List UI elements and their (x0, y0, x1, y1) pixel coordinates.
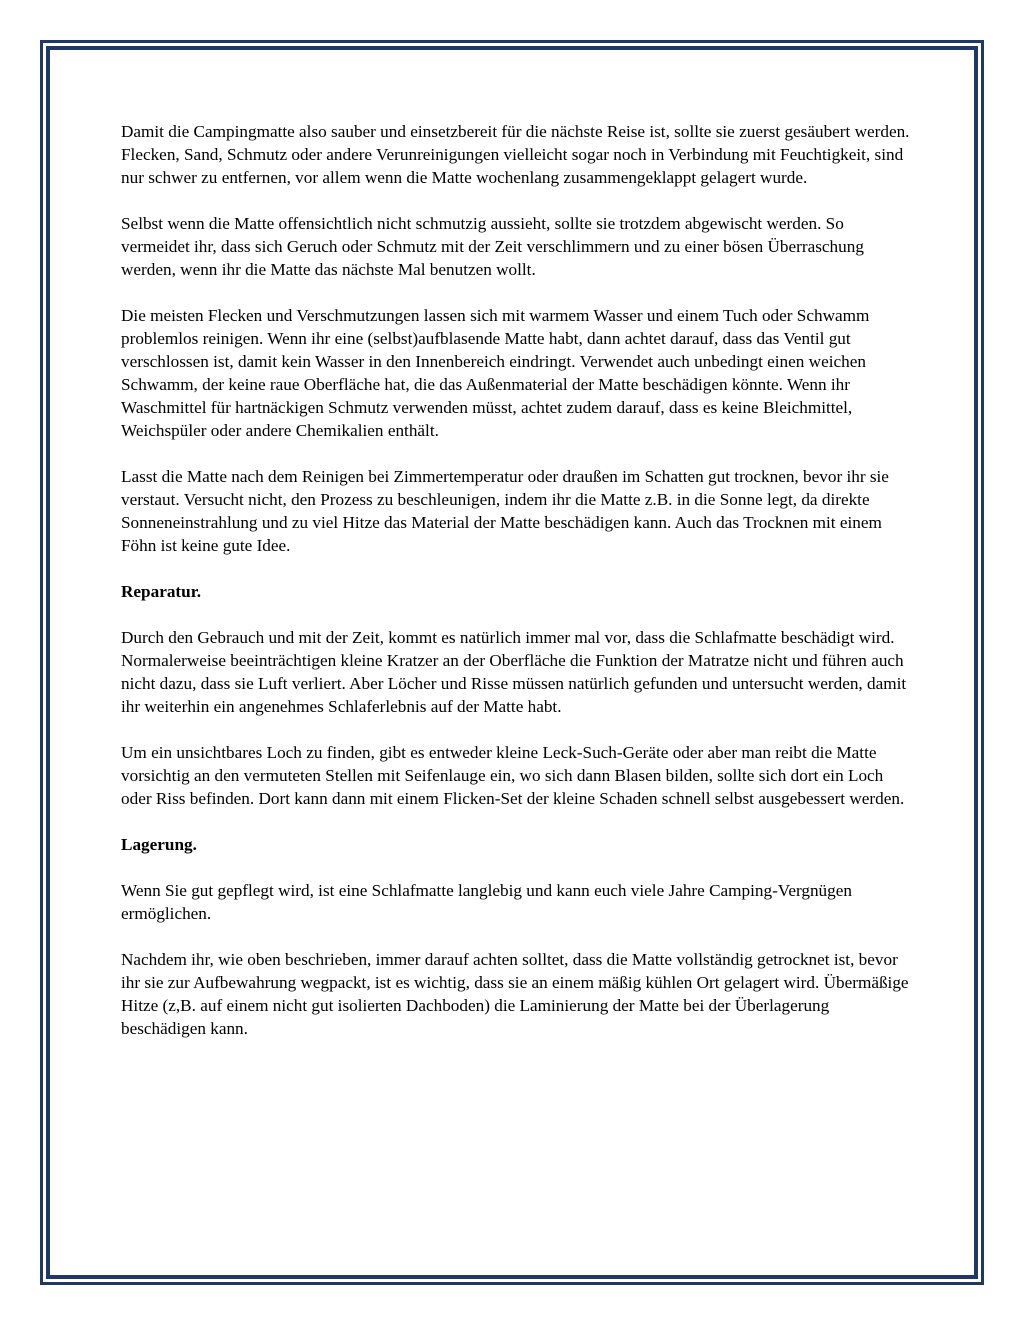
paragraph-wipe-down: Selbst wenn die Matte offensichtlich nicht schmutzig aussieht, sollte sie trotzdem abgewischt werden. So vermeidet ihr, dass sich Geruch oder Schmutz mit der Zeit verschlimmern und zu einer bösen Überraschung werden, wenn ihr die Matte das nächste Mal benutzen wollt. (121, 214, 864, 279)
document-body (121, 120, 911, 1063)
paragraph-find-hole: Um ein unsichtbares Loch zu finden, gibt es entweder kleine Leck-Such-Geräte oder aber man reibt die Matte vorsichtig an den vermuteten Stellen mit Seifenlauge ein, wo sich dann Blasen bilden, sollte sich dort ein Loch oder Riss befinden. Dort kann dann mit einem Flicken-Set der kleine Schaden schnell selbst ausgebessert werden. (121, 743, 905, 808)
paragraph-cleaning-intro: Damit die Campingmatte also sauber und einsetzbereit für die nächste Reise ist, sollte sie zuerst gesäubert werden. Flecken, Sand, Schmutz oder andere Verunreinigungen vielleicht sogar noch in Verbindung mit Feuchtigkeit, sind nur schwer zu entfernen, vor allem wenn die Matte wochenlang zusammengeklappt gelagert wurde. (121, 122, 910, 187)
paragraph-drying: Lasst die Matte nach dem Reinigen bei Zimmertemperatur oder draußen im Schatten gut trocknen, bevor ihr sie verstaut. Versucht nicht, den Prozess zu beschleunigen, indem ihr die Matte z.B. in die Sonne legt, da direkte Sonneneinstrahlung und zu viel Hitze das Material der Matte beschädigen kann. Auch das Trocknen mit einem Föhn ist keine gute Idee. (121, 467, 889, 555)
paragraph-longevity: Wenn Sie gut gepflegt wird, ist eine Schlafmatte langlebig und kann euch viele Jahre Camping-Vergnügen ermöglichen. (121, 881, 852, 923)
section-heading-repair: Reparatur. (121, 582, 202, 601)
section-heading-storage: Lagerung. (121, 835, 197, 854)
paragraph-stain-removal: Die meisten Flecken und Verschmutzungen lassen sich mit warmem Wasser und einem Tuch oder Schwamm problemlos reinigen. Wenn ihr eine (selbst)aufblasende Matte habt, dann achtet darauf, dass das Ventil gut verschlossen ist, damit kein Wasser in den Innenbereich eindringt. Verwendet auch unbedingt einen weichen Schwamm, der keine raue Oberfläche hat, die das Außenmaterial der Matte beschädigen könnte. Wenn ihr Waschmittel für hartnäckigen Schmutz verwenden müsst, achtet zudem darauf, dass es keine Bleichmittel, Weichspüler oder andere Chemikalien enthält. (121, 306, 870, 440)
paragraph-damage: Durch den Gebrauch und mit der Zeit, kommt es natürlich immer mal vor, dass die Schlafmatte beschädigt wird. Normalerweise beeinträchtigen kleine Kratzer an der Oberfläche die Funktion der Matratze nicht und führen auch nicht dazu, dass sie Luft verliert. Aber Löcher und Risse müssen natürlich gefunden und untersucht werden, damit ihr weiterhin ein angenehmes Schlaferlebnis auf der Matte habt. (121, 628, 907, 716)
paragraph-storage-location: Nachdem ihr, wie oben beschrieben, immer darauf achten solltet, dass die Matte vollständig getrocknet ist, bevor ihr sie zur Aufbewahrung wegpackt, ist es wichtig, dass sie an einem mäßig kühlen Ort gelagert wird. Übermäßige Hitze (z,B. auf einem nicht gut isolierten Dachboden) die Laminierung der Matte bei der Überlagerung beschädigen kann. (121, 950, 909, 1038)
